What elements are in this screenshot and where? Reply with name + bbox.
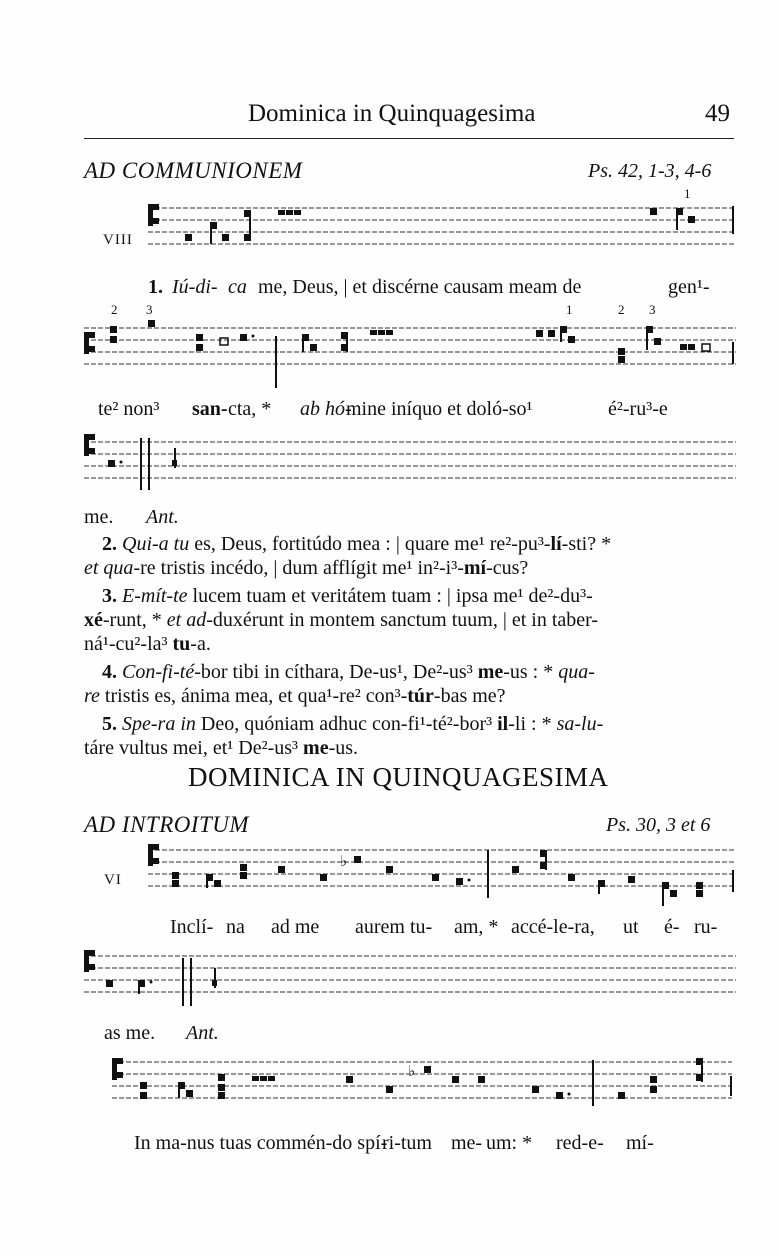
verse-2: 2. Qui-a tu es, Deus, fortitúdo mea : | quare me¹ re²-pu³-lí-sti? * et qua-re tristis incédo, | dum afflígit me¹ in²-i³-mí-cus?: [84, 533, 612, 579]
syllable: Iú-di-: [172, 276, 218, 298]
syllable: cta, *: [228, 398, 272, 420]
syllable: ri-tum: [382, 1132, 432, 1154]
syllable: um: *: [486, 1132, 533, 1154]
introit-mode: VI: [104, 872, 122, 888]
chant-staff-5: [84, 944, 738, 1008]
lyrics-line-3: [84, 506, 384, 534]
syllable: ru-: [694, 916, 718, 938]
verse-number: 1.: [148, 276, 163, 298]
neume-digit: 2: [618, 302, 625, 317]
syllable: Ant.: [186, 1022, 219, 1044]
syllable: ca: [228, 276, 247, 298]
neume-digit: 3: [649, 302, 656, 317]
neume-digit: 1: [684, 186, 691, 201]
section-title: DOMINICA IN QUINQUAGESIMA: [188, 762, 609, 792]
syllable: In ma-nus tuas commén-do spí-: [134, 1132, 388, 1154]
syllable: Inclí-: [170, 916, 214, 938]
header-rule: [84, 138, 734, 139]
lyrics-line-5: [104, 1022, 404, 1050]
chant-staff-6: [112, 1054, 736, 1126]
introit-psalm-ref: Ps. 30, 3 et 6: [606, 814, 711, 836]
lyrics-line-1: [148, 276, 738, 304]
syllable: na: [226, 916, 245, 938]
running-title: Dominica in Quinquagesima: [248, 100, 536, 127]
syllable: aurem tu-: [355, 916, 433, 938]
neume-digit: 1: [566, 302, 573, 317]
lyrics-line-6: [134, 1132, 734, 1160]
syllable: accé-le-ra,: [511, 916, 595, 938]
syllable: me-: [451, 1132, 483, 1154]
verse-3: 3. E-mít-te lucem tuam et veritátem tuam : | ipsa me¹ de²-du³- xé-runt, * et ad-duxérunt in montem sanctum tuum, | et in taber- ná¹-cu²-la³ tu-a.: [84, 585, 599, 655]
syllable: é²-ru³-e: [608, 398, 668, 420]
syllable: san-: [192, 398, 228, 420]
syllable: Ant.: [146, 506, 179, 528]
introit-heading: AD INTROITUM: [84, 812, 250, 837]
neume-digit: 2: [111, 302, 118, 317]
communion-heading: AD COMMUNIONEM: [84, 158, 303, 183]
syllable: as me.: [104, 1022, 156, 1044]
chant-staff-4: [148, 842, 738, 914]
svg-text:♭: ♭: [408, 1062, 416, 1080]
syllable: gen¹-: [668, 276, 710, 298]
syllable: mine iníquo et doló-so¹: [346, 398, 533, 420]
syllable: te² non³: [98, 398, 160, 420]
verse-4: 4. Con-fi-té-bor tibi in cíthara, De-us¹, De²-us³ me-us : * qua- re tristis es, ánima mea, et qua¹-re² con³-túr-bas me?: [84, 661, 595, 707]
syllable: red-e-: [556, 1132, 604, 1154]
chant-staff-1: [148, 200, 738, 260]
syllable: me.: [84, 506, 114, 528]
syllable: é-: [664, 916, 680, 938]
syllable: me, Deus, | et discérne causam meam de: [258, 276, 582, 298]
page-number: 49: [705, 100, 730, 127]
syllable: ab hó-: [300, 398, 352, 420]
chant-staff-2: [84, 320, 738, 392]
syllable: am, *: [454, 916, 499, 938]
svg-text:♭: ♭: [340, 852, 348, 870]
communion-mode: VIII: [103, 232, 133, 248]
syllable: ut: [623, 916, 639, 938]
syllable: mí-: [626, 1132, 654, 1154]
syllable: ad me: [271, 916, 320, 938]
lyrics-line-2: [98, 398, 738, 426]
communion-psalm-ref: Ps. 42, 1-3, 4-6: [588, 160, 712, 182]
neume-digit: 3: [146, 302, 153, 317]
verse-5: 5. Spe-ra in Deo, quóniam adhuc con-fi¹-té²-bor³ il-li : * sa-lu- táre vultus mei, et¹ De²-us³ me-us.: [84, 713, 604, 759]
lyrics-line-4: [170, 916, 730, 944]
chant-staff-3: [84, 434, 738, 494]
